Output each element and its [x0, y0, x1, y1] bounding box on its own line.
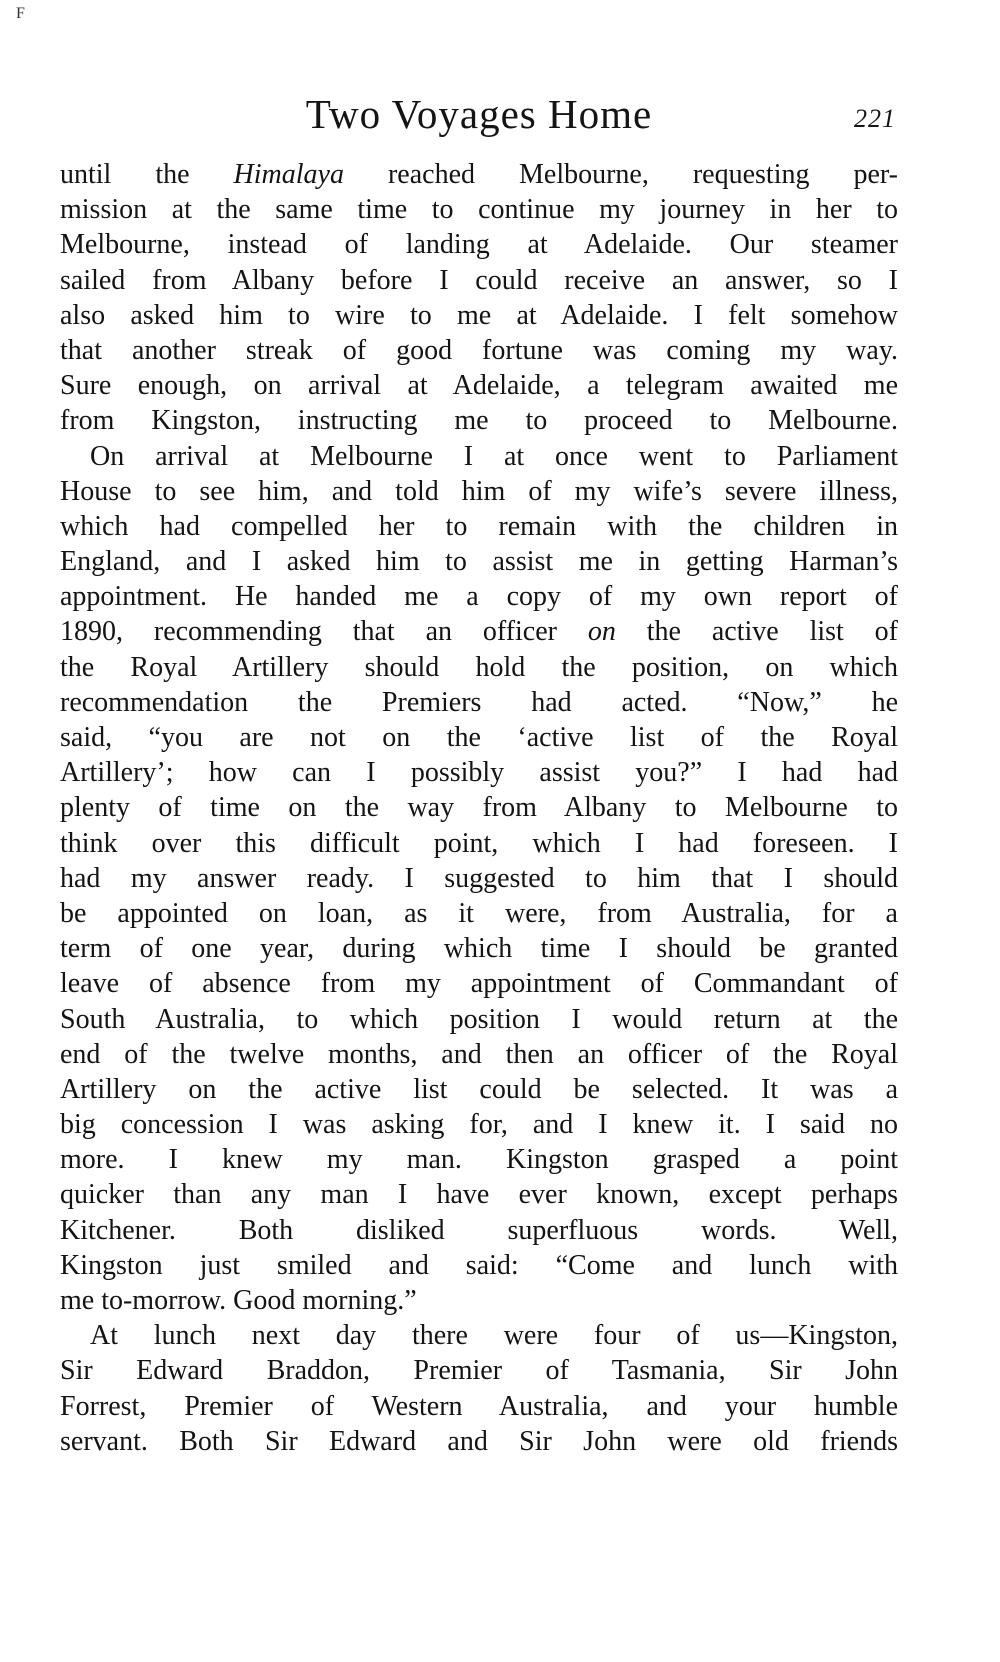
text-line: England, and I asked him to assist me in getting Harman’s [60, 546, 898, 578]
text-line: also asked him to wire to me at Adelaide. I felt somehow [60, 299, 898, 331]
text-line: be appointed on loan, as it were, from Australia, for a [60, 897, 898, 929]
text-line: big concession I was asking for, and I knew it. I said no [60, 1109, 898, 1141]
paragraph-2 [60, 439, 898, 1319]
text-line: Sure enough, on arrival at Adelaide, a telegram awaited me [60, 370, 898, 402]
text-line [60, 614, 898, 649]
text-line: sailed from Albany before I could receive an answer, so I [60, 264, 898, 296]
page-number: 221 [854, 104, 896, 133]
ship-name-italic: Himalaya [233, 159, 344, 190]
text-line: Melbourne, instead of landing at Adelaide. Our steamer [60, 229, 898, 261]
running-head [60, 88, 898, 144]
text-line: leave of absence from my appointment of Commandant of [60, 968, 898, 1000]
paragraph-1 [60, 157, 898, 439]
text-line: the Royal Artillery should hold the position, on which [60, 651, 898, 683]
text-fragment: 1890, recommending that an officer [60, 616, 588, 648]
text-fragment: reached Melbourne, requesting per- [343, 159, 899, 190]
text-line: said, “you are not on the ‘active list of the Royal [60, 722, 898, 753]
text-fragment: until the [60, 159, 234, 190]
text-line: South Australia, to which position I would return at the [60, 1003, 898, 1035]
text-line: from Kingston, instructing me to proceed to Melbourne. [60, 405, 898, 437]
text-line: quicker than any man I have ever known, except perhaps [60, 1179, 898, 1211]
emphasis-italic: on [587, 616, 616, 648]
text-line: end of the twelve months, and then an officer of the Royal [60, 1038, 898, 1070]
text-line: had my answer ready. I suggested to him that I should [60, 862, 898, 894]
text-line: think over this difficult point, which I had foreseen. I [60, 827, 898, 859]
text-line: that another streak of good fortune was coming my way. [60, 334, 898, 366]
text-line: Artillery’; how can I possibly assist you?” I had had [60, 757, 898, 789]
text-line: recommendation the Premiers had acted. “Now,” he [60, 686, 898, 718]
text-line: Sir Edward Braddon, Premier of Tasmania, Sir John [60, 1355, 898, 1387]
text-line: me to-morrow. Good morning.” [60, 1285, 417, 1316]
text-line: more. I knew my man. Kingston grasped a point [60, 1144, 898, 1176]
text-line: Kitchener. Both disliked superfluous words. Well, [60, 1214, 898, 1246]
text-line: At lunch next day there were four of us—Kingston, [90, 1320, 898, 1352]
text-line: Artillery on the active list could be selected. It was a [60, 1073, 898, 1105]
text-line: Forrest, Premier of Western Australia, and your humble [60, 1390, 898, 1422]
text-line: which had compelled her to remain with the children in [60, 510, 898, 542]
paragraph-3 [60, 1318, 898, 1459]
body-text [60, 157, 898, 1459]
corner-mark: F [16, 5, 25, 22]
text-line: mission at the same time to continue my journey in her to [60, 194, 898, 226]
text-line: term of one year, during which time I should be granted [60, 933, 898, 965]
text-line: servant. Both Sir Edward and Sir John were old friends [60, 1425, 898, 1457]
text-line: plenty of time on the way from Albany to Melbourne to [60, 792, 898, 824]
page-title: Two Voyages Home [305, 91, 653, 137]
text-line: On arrival at Melbourne I at once went to Parliament [90, 440, 898, 472]
text-line [60, 157, 898, 192]
text-fragment: the active list of [615, 616, 899, 648]
text-line: Kingston just smiled and said: “Come and lunch with [60, 1249, 898, 1281]
text-line: House to see him, and told him of my wife’s severe illness, [60, 475, 898, 507]
text-line: appointment. He handed me a copy of my own report of [60, 581, 898, 613]
